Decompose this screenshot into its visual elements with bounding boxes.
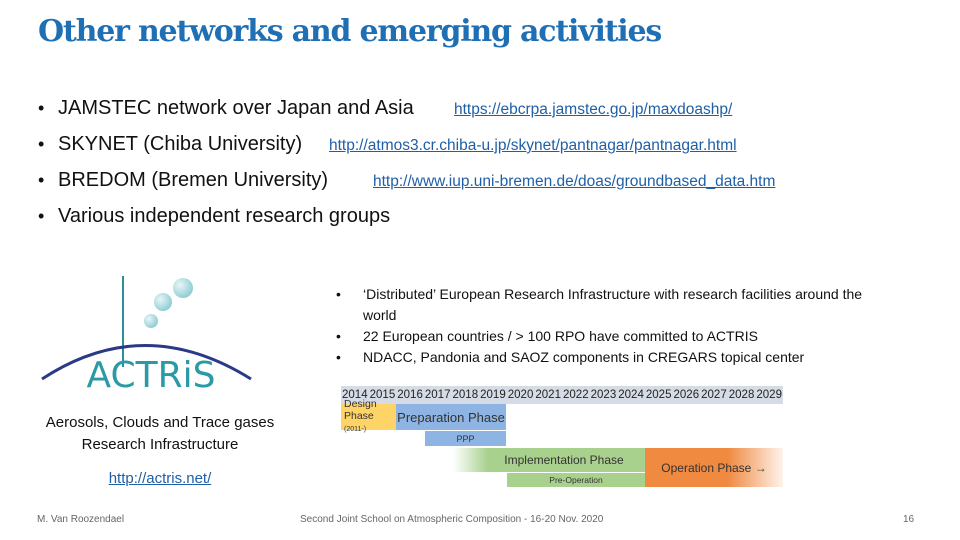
timeline-years: 2014 2015 2016 2017 2018 2019 2020 2021 2022 2023 2024 2025 2026 2027 2028 2029 bbox=[341, 386, 783, 404]
bullet-icon: • bbox=[38, 134, 45, 154]
preparation-phase-bar: Preparation Phase bbox=[396, 404, 506, 430]
bredom-link[interactable]: http://www.iup.uni-bremen.de/doas/groundbased_data.htm bbox=[373, 173, 776, 190]
footer-event: Second Joint School on Atmospheric Composition - 16-20 Nov. 2020 bbox=[300, 514, 604, 525]
network-label: BREDOM (Bremen University) bbox=[58, 169, 329, 191]
actris-bullet: • ‘Distributed’ European Research Infrastructure with research facilities around the world bbox=[336, 286, 863, 323]
operation-phase-bar: Operation Phase → bbox=[645, 448, 783, 487]
network-label: JAMSTEC network over Japan and Asia bbox=[58, 97, 414, 119]
network-label: SKYNET (Chiba University) bbox=[58, 133, 303, 155]
network-item-jamstec bbox=[38, 95, 733, 131]
network-item-various bbox=[38, 203, 414, 239]
svg-text:ACTRiS: ACTRiS bbox=[86, 355, 216, 396]
actris-bullet: • NDACC, Pandonia and SAOZ components in CREGARS topical center bbox=[336, 349, 805, 365]
jamstec-link[interactable]: https://ebcrpa.jamstec.go.jp/maxdoashp/ bbox=[454, 101, 733, 118]
actris-bullet: • 22 European countries / > 100 RPO have committed to ACTRIS bbox=[336, 328, 758, 344]
bullet-icon: • bbox=[38, 98, 45, 118]
skynet-link[interactable]: http://atmos3.cr.chiba-u.jp/skynet/pantnagar/pantnagar.html bbox=[329, 137, 737, 154]
implementation-phase-bar: Implementation Phase bbox=[453, 448, 645, 472]
network-item-bredom bbox=[38, 167, 776, 203]
actris-timeline bbox=[341, 386, 783, 488]
network-list bbox=[38, 95, 776, 239]
bullet-icon: • bbox=[38, 206, 45, 226]
slide-title: Other networks and emerging activities bbox=[38, 14, 662, 49]
actris-logo bbox=[36, 272, 266, 397]
network-item-skynet bbox=[38, 131, 737, 167]
ppp-bar: PPP bbox=[425, 431, 506, 446]
actris-caption: Aerosols, Clouds and Trace gases Research Infrastructure bbox=[45, 414, 275, 453]
network-label: Various independent research groups bbox=[58, 205, 391, 227]
pre-operation-bar: Pre-Operation bbox=[507, 473, 645, 487]
page-number: 16 bbox=[903, 514, 915, 525]
actris-link[interactable]: http://actris.net/ bbox=[108, 470, 212, 487]
design-phase-bar: Design Phase (2011-) bbox=[341, 404, 396, 430]
actris-bullets bbox=[336, 284, 896, 368]
footer-author: M. Van Roozendael bbox=[37, 514, 125, 525]
bullet-icon: • bbox=[38, 170, 45, 190]
